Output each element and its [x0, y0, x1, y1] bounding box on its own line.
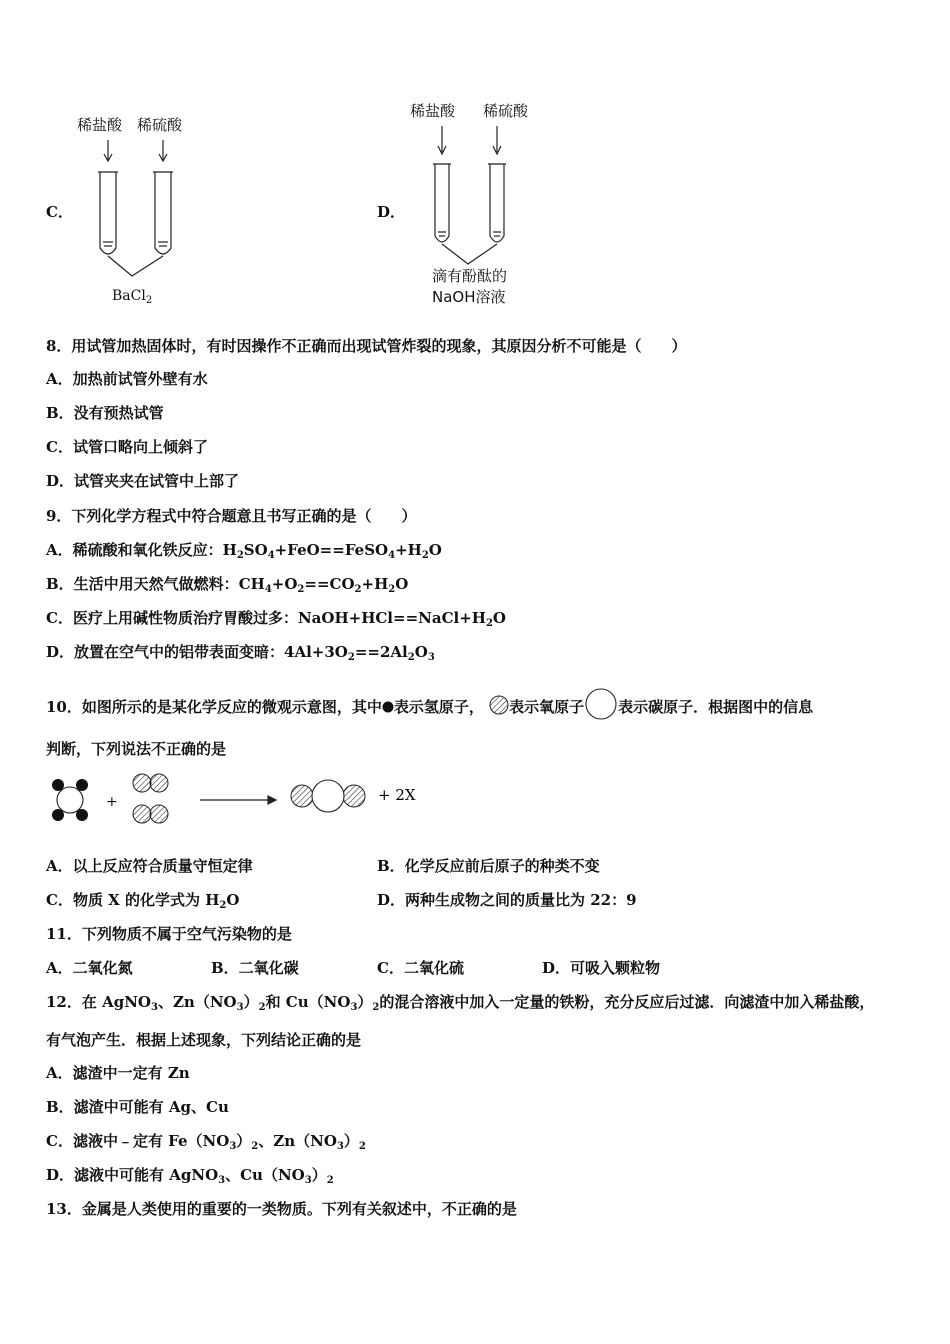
reaction-plus: + [106, 794, 118, 810]
fig-d-test-tubes [420, 122, 530, 272]
fig-d-reagent-line2: NaOH溶液 [432, 288, 506, 306]
fig-d-acid1-label: 稀盐酸 [410, 102, 456, 120]
reactant-molecule-2 [133, 774, 168, 823]
q10-stem-line2: 判断，下列说法不正确的是 [46, 740, 227, 758]
product-extra: + 2X [378, 786, 416, 804]
q9-option-d[interactable]: D．放置在空气中的铝带表面变暗：$4Al+3O_2==2Al_2O_3$ [46, 643, 435, 663]
product-molecule [291, 780, 365, 812]
fig-c-reagent: BaCl$_2$ [112, 288, 153, 306]
hydrogen-atom-icon [382, 701, 394, 713]
fig-d-acid2-label: 稀硫酸 [483, 102, 529, 120]
reaction-arrow [200, 796, 276, 804]
q12-option-a[interactable]: A．滤渣中一定有 Zn [46, 1064, 190, 1082]
q12-option-b[interactable]: B．滤渣中可能有 Ag、Cu [46, 1098, 229, 1116]
q8-stem: 8．用试管加热固体时，有时因操作不正确而出现试管炸裂的现象，其原因分析不可能是（ ） [46, 337, 687, 355]
reactant-molecule-1 [52, 779, 88, 821]
q11-option-c[interactable]: C．二氧化硫 [377, 959, 464, 977]
q12-stem-line2: 有气泡产生．根据上述现象，下列结论正确的是 [46, 1031, 362, 1049]
oxygen-atom-icon [489, 695, 509, 715]
q10-option-b[interactable]: B．化学反应前后原子的种类不变 [377, 857, 600, 875]
q10-stem-line1: 10．如图所示的是某化学反应的微观示意图，其中 表示氢原子， 表示氧原子 表示碳原子．根据图中的信息 [46, 688, 813, 720]
q12-option-c[interactable]: C．滤液中﹣定有 $Fe(NO_3)_2$、$Zn(NO_3)_2$ [46, 1132, 366, 1152]
q10-option-a[interactable]: A．以上反应符合质量守恒定律 [46, 857, 253, 875]
q8-option-b[interactable]: B．没有预热试管 [46, 404, 164, 422]
q10-reaction-diagram [48, 770, 468, 832]
q9-stem: 9．下列化学方程式中符合题意且书写正确的是（ ） [46, 507, 417, 525]
q11-option-b[interactable]: B．二氧化碳 [211, 959, 299, 977]
q8-option-a[interactable]: A．加热前试管外壁有水 [46, 370, 208, 388]
q11-option-a[interactable]: A．二氧化氮 [46, 959, 133, 977]
q10-option-c[interactable]: C．物质 X 的化学式为 $H_2O$ [46, 891, 240, 911]
q10-option-d[interactable]: D．两种生成物之间的质量比为 22：9 [377, 891, 637, 909]
fig-c-test-tubes [90, 136, 190, 306]
q11-stem: 11．下列物质不属于空气污染物的是 [46, 925, 292, 943]
q13-stem: 13．金属是人类使用的重要的一类物质。下列有关叙述中，不正确的是 [46, 1200, 517, 1218]
fig-c-acid1-label: 稀盐酸 [77, 116, 123, 134]
q9-option-c[interactable]: C．医疗上用碱性物质治疗胃酸过多：$NaOH+HCl==NaCl+H_2O$ [46, 609, 506, 629]
q11-option-d[interactable]: D．可吸入颗粒物 [542, 959, 661, 977]
option-d-label[interactable]: D． [377, 203, 406, 221]
option-c-label[interactable]: C． [46, 203, 73, 221]
q9-option-a[interactable]: A．稀硫酸和氧化铁反应：$H_2SO_4+FeO==FeSO_4+H_2O$ [46, 541, 442, 561]
q8-option-d[interactable]: D．试管夹夹在试管中上部了 [46, 472, 240, 490]
q8-option-c[interactable]: C．试管口略向上倾斜了 [46, 438, 208, 456]
q9-option-b[interactable]: B．生活中用天然气做燃料：$CH_4+O_2==CO_2+H_2O$ [46, 575, 409, 595]
fig-d-reagent-line1: 滴有酚酞的 [432, 267, 508, 285]
q12-option-d[interactable]: D．滤液中可能有 AgNO$_3$、$Cu(NO_3)_2$ [46, 1166, 334, 1186]
fig-c-acid2-label: 稀硫酸 [137, 116, 183, 134]
q12-stem-line1: 12．在 AgNO$_3$、$Zn(NO_3)_2$和 $Cu(NO_3)_2$的混合溶液中加入一定量的铁粉，充分反应后过滤．向滤渣中加入稀盐酸， [46, 993, 875, 1013]
carbon-atom-icon [584, 688, 618, 720]
